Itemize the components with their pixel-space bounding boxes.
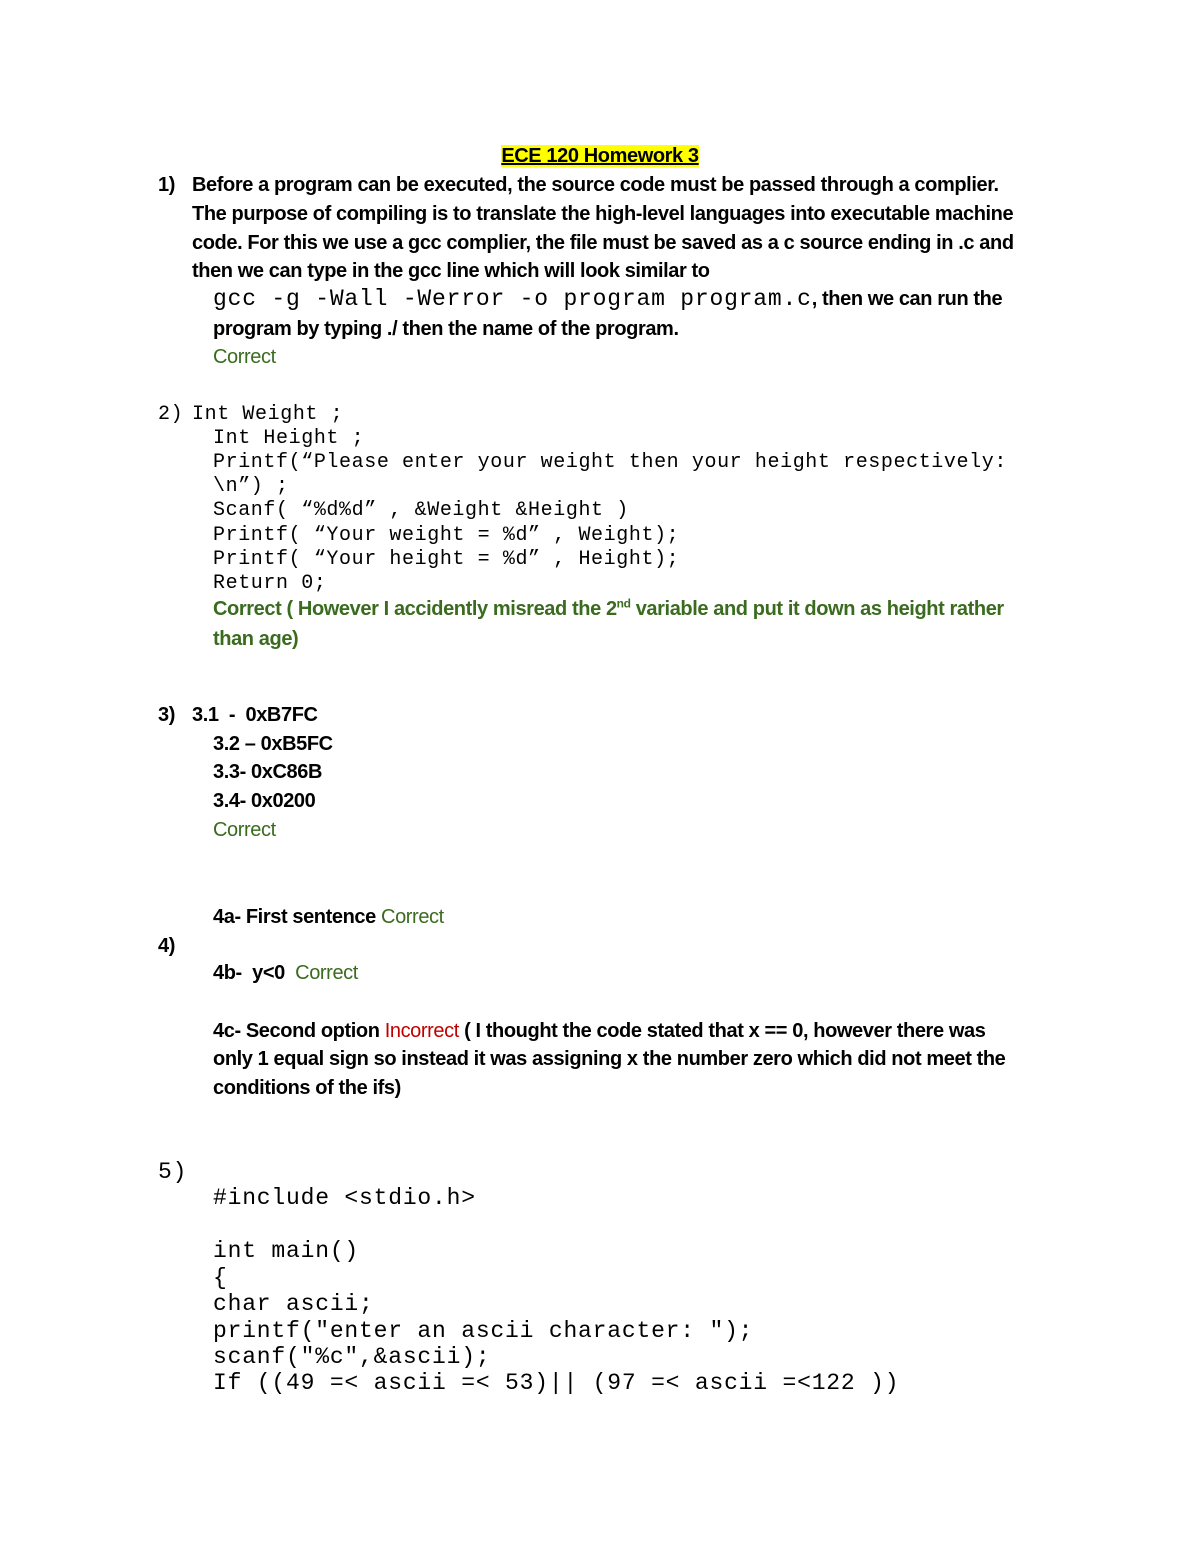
q4b-verdict: Correct	[295, 962, 358, 984]
q5-code-line: int main()	[213, 1238, 360, 1264]
q1-line-6: program by typing ./ then the name of the program.	[213, 318, 679, 340]
q1-line-1: Before a program can be executed, the source code must be passed through a complier.	[192, 174, 999, 196]
q2-code-line: Int Height ;	[213, 427, 365, 450]
q2-code-line: Printf(“Please enter your weight then your height respectively:	[213, 451, 1007, 474]
q4c-note-line-3: conditions of the ifs)	[213, 1077, 401, 1099]
q1-line-2: The purpose of compiling is to translate the high-level languages into executable machine	[192, 203, 1014, 225]
q2-verdict-cont: than age)	[213, 628, 299, 650]
q2-number: 2)	[158, 403, 184, 426]
q5-code-line: printf("enter an ascii character: ");	[213, 1318, 754, 1344]
q5-code-line: scanf("%c",&ascii);	[213, 1344, 491, 1370]
q4a-verdict: Correct	[381, 906, 444, 928]
q4-number: 4)	[158, 935, 175, 957]
q4a: 4a- First sentence Correct	[213, 906, 444, 928]
q1-verdict: Correct	[213, 346, 276, 368]
q2-code-line: Int Weight ;	[192, 403, 344, 426]
q5-code-line: {	[213, 1265, 228, 1291]
q5-code-line: If ((49 =< ascii =< 53)|| (97 =< ascii =<122 ))	[213, 1370, 900, 1396]
q2-verdict: Correct ( However I accidently misread the 2nd variable and put it down as height rather	[213, 596, 1004, 620]
q1-command-tail: , then we can run the	[811, 288, 1003, 310]
q4b: 4b- y<0 Correct	[213, 962, 358, 984]
q3-item: 3.4- 0x0200	[213, 790, 316, 812]
q4c-verdict: Incorrect	[384, 1020, 459, 1042]
q3-item: 3.3- 0xC86B	[213, 761, 322, 783]
q2-code-line: Printf( “Your weight = %d” , Weight);	[213, 524, 680, 547]
page-title: ECE 120 Homework 3	[501, 145, 699, 167]
q5-number: 5)	[158, 1159, 188, 1185]
q3-item: 3.1 - 0xB7FC	[192, 704, 318, 726]
q4c-note-line-2: only 1 equal sign so instead it was assigning x the number zero which did not meet the	[213, 1048, 1006, 1070]
q3-item: 3.2 – 0xB5FC	[213, 733, 333, 755]
q3-number: 3)	[158, 704, 175, 726]
q1-line-4: then we can type in the gcc line which will look similar to	[192, 260, 710, 282]
gcc-command: gcc -g -Wall -Werror -o program program.c	[213, 286, 812, 312]
q1-command-line	[213, 286, 1002, 312]
q4c: 4c- Second option Incorrect ( I thought the code stated that x == 0, however there was	[213, 1020, 986, 1042]
q5-code-line: char ascii;	[213, 1291, 374, 1317]
q1-line-3: code. For this we use a gcc complier, the file must be saved as a c source ending in .c and	[192, 232, 1014, 254]
q1-number: 1)	[158, 174, 175, 196]
q2-code-line: Scanf( “%d%d” , &Weight &Height )	[213, 499, 629, 522]
q2-code-line: Printf( “Your height = %d” , Height);	[213, 548, 680, 571]
q2-code-line: \n”) ;	[213, 475, 289, 498]
q5-code-line: #include <stdio.h>	[213, 1185, 476, 1211]
q2-code-line: Return 0;	[213, 572, 327, 595]
q3-verdict: Correct	[213, 819, 276, 841]
